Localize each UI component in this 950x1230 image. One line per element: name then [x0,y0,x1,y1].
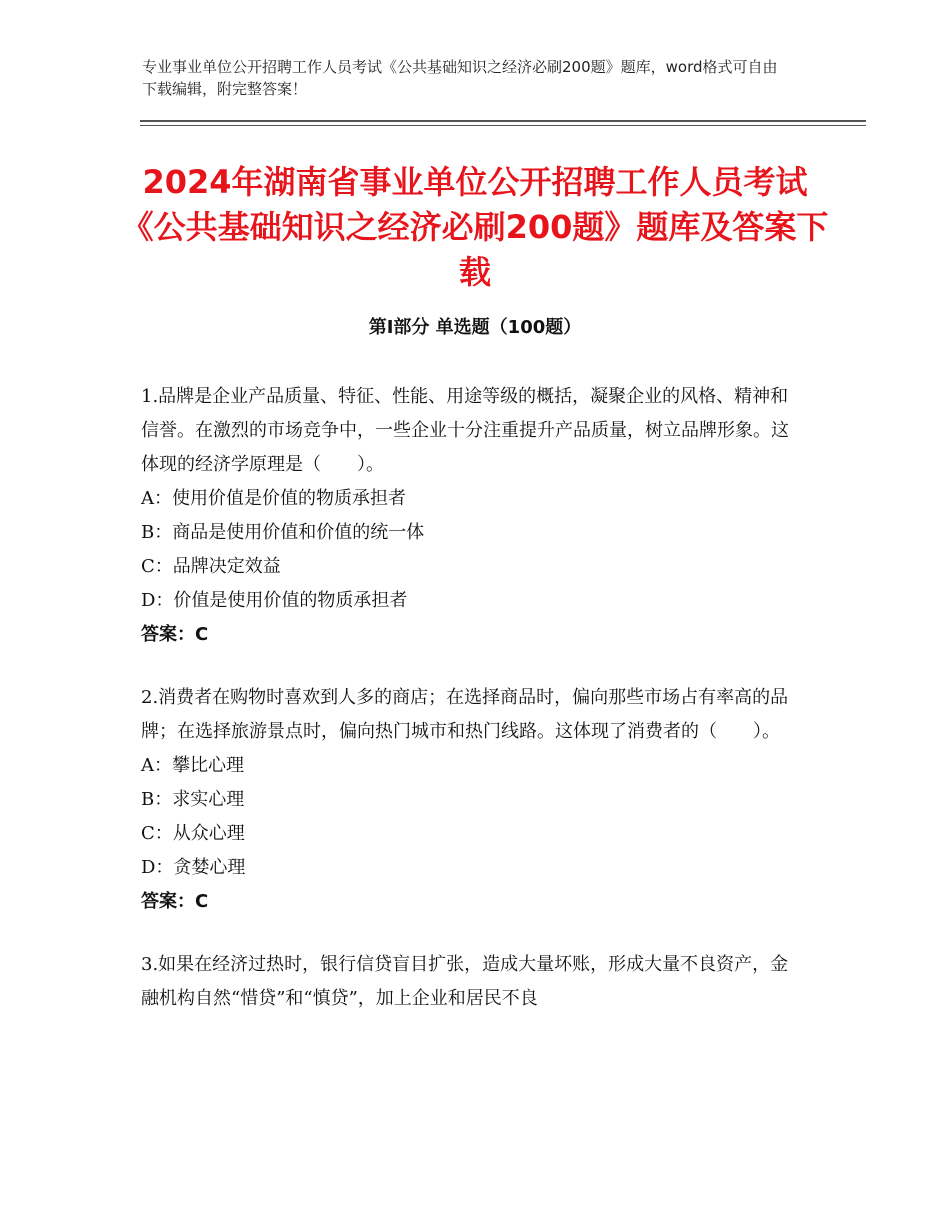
header-note: 专业事业单位公开招聘工作人员考试《公共基础知识之经济必刷200题》题库，word格式可自由下载编辑，附完整答案！ [142,58,778,98]
document-title: 2024年湖南省事业单位公开招聘工作人员考试《公共基础知识之经济必刷200题》题库及答案下载 [121,163,829,291]
question-3 [141,948,805,1016]
question-stem: 2.消费者在购物时喜欢到人多的商店；在选择商品时，偏向那些市场占有率高的品牌；在选择旅游景点时，偏向热门城市和热门线路。这体现了消费者的（ ）。 [141,687,789,742]
option-a: A：使用价值是价值的物质承担者 [141,488,406,509]
option-b: B：商品是使用价值和价值的统一体 [141,522,425,543]
question-1 [141,380,805,652]
option-c: C：从众心理 [141,823,245,844]
option-b: B：求实心理 [141,789,245,810]
question-stem: 3.如果在经济过热时，银行信贷盲目扩张，造成大量坏账，形成大量不良资产，金融机构自然“惜贷”和“慎贷”，加上企业和居民不良 [141,954,789,1009]
question-stem: 1.品牌是企业产品质量、特征、性能、用途等级的概括，凝聚企业的风格、精神和信誉。在激烈的市场竞争中，一些企业十分注重提升产品质量，树立品牌形象。这体现的经济学原理是（ ）。 [141,386,789,475]
option-d: D：贪婪心理 [141,857,246,878]
option-d: D：价值是使用价值的物质承担者 [141,590,408,611]
section-heading: 第Ⅰ部分 单选题（100题） [368,317,582,338]
question-2 [141,681,805,919]
question-list [141,380,805,1045]
header-divider [140,120,866,126]
option-a: A：攀比心理 [141,755,244,776]
answer: 答案：C [141,624,209,645]
option-c: C：品牌决定效益 [141,556,281,577]
answer: 答案：C [141,891,209,912]
